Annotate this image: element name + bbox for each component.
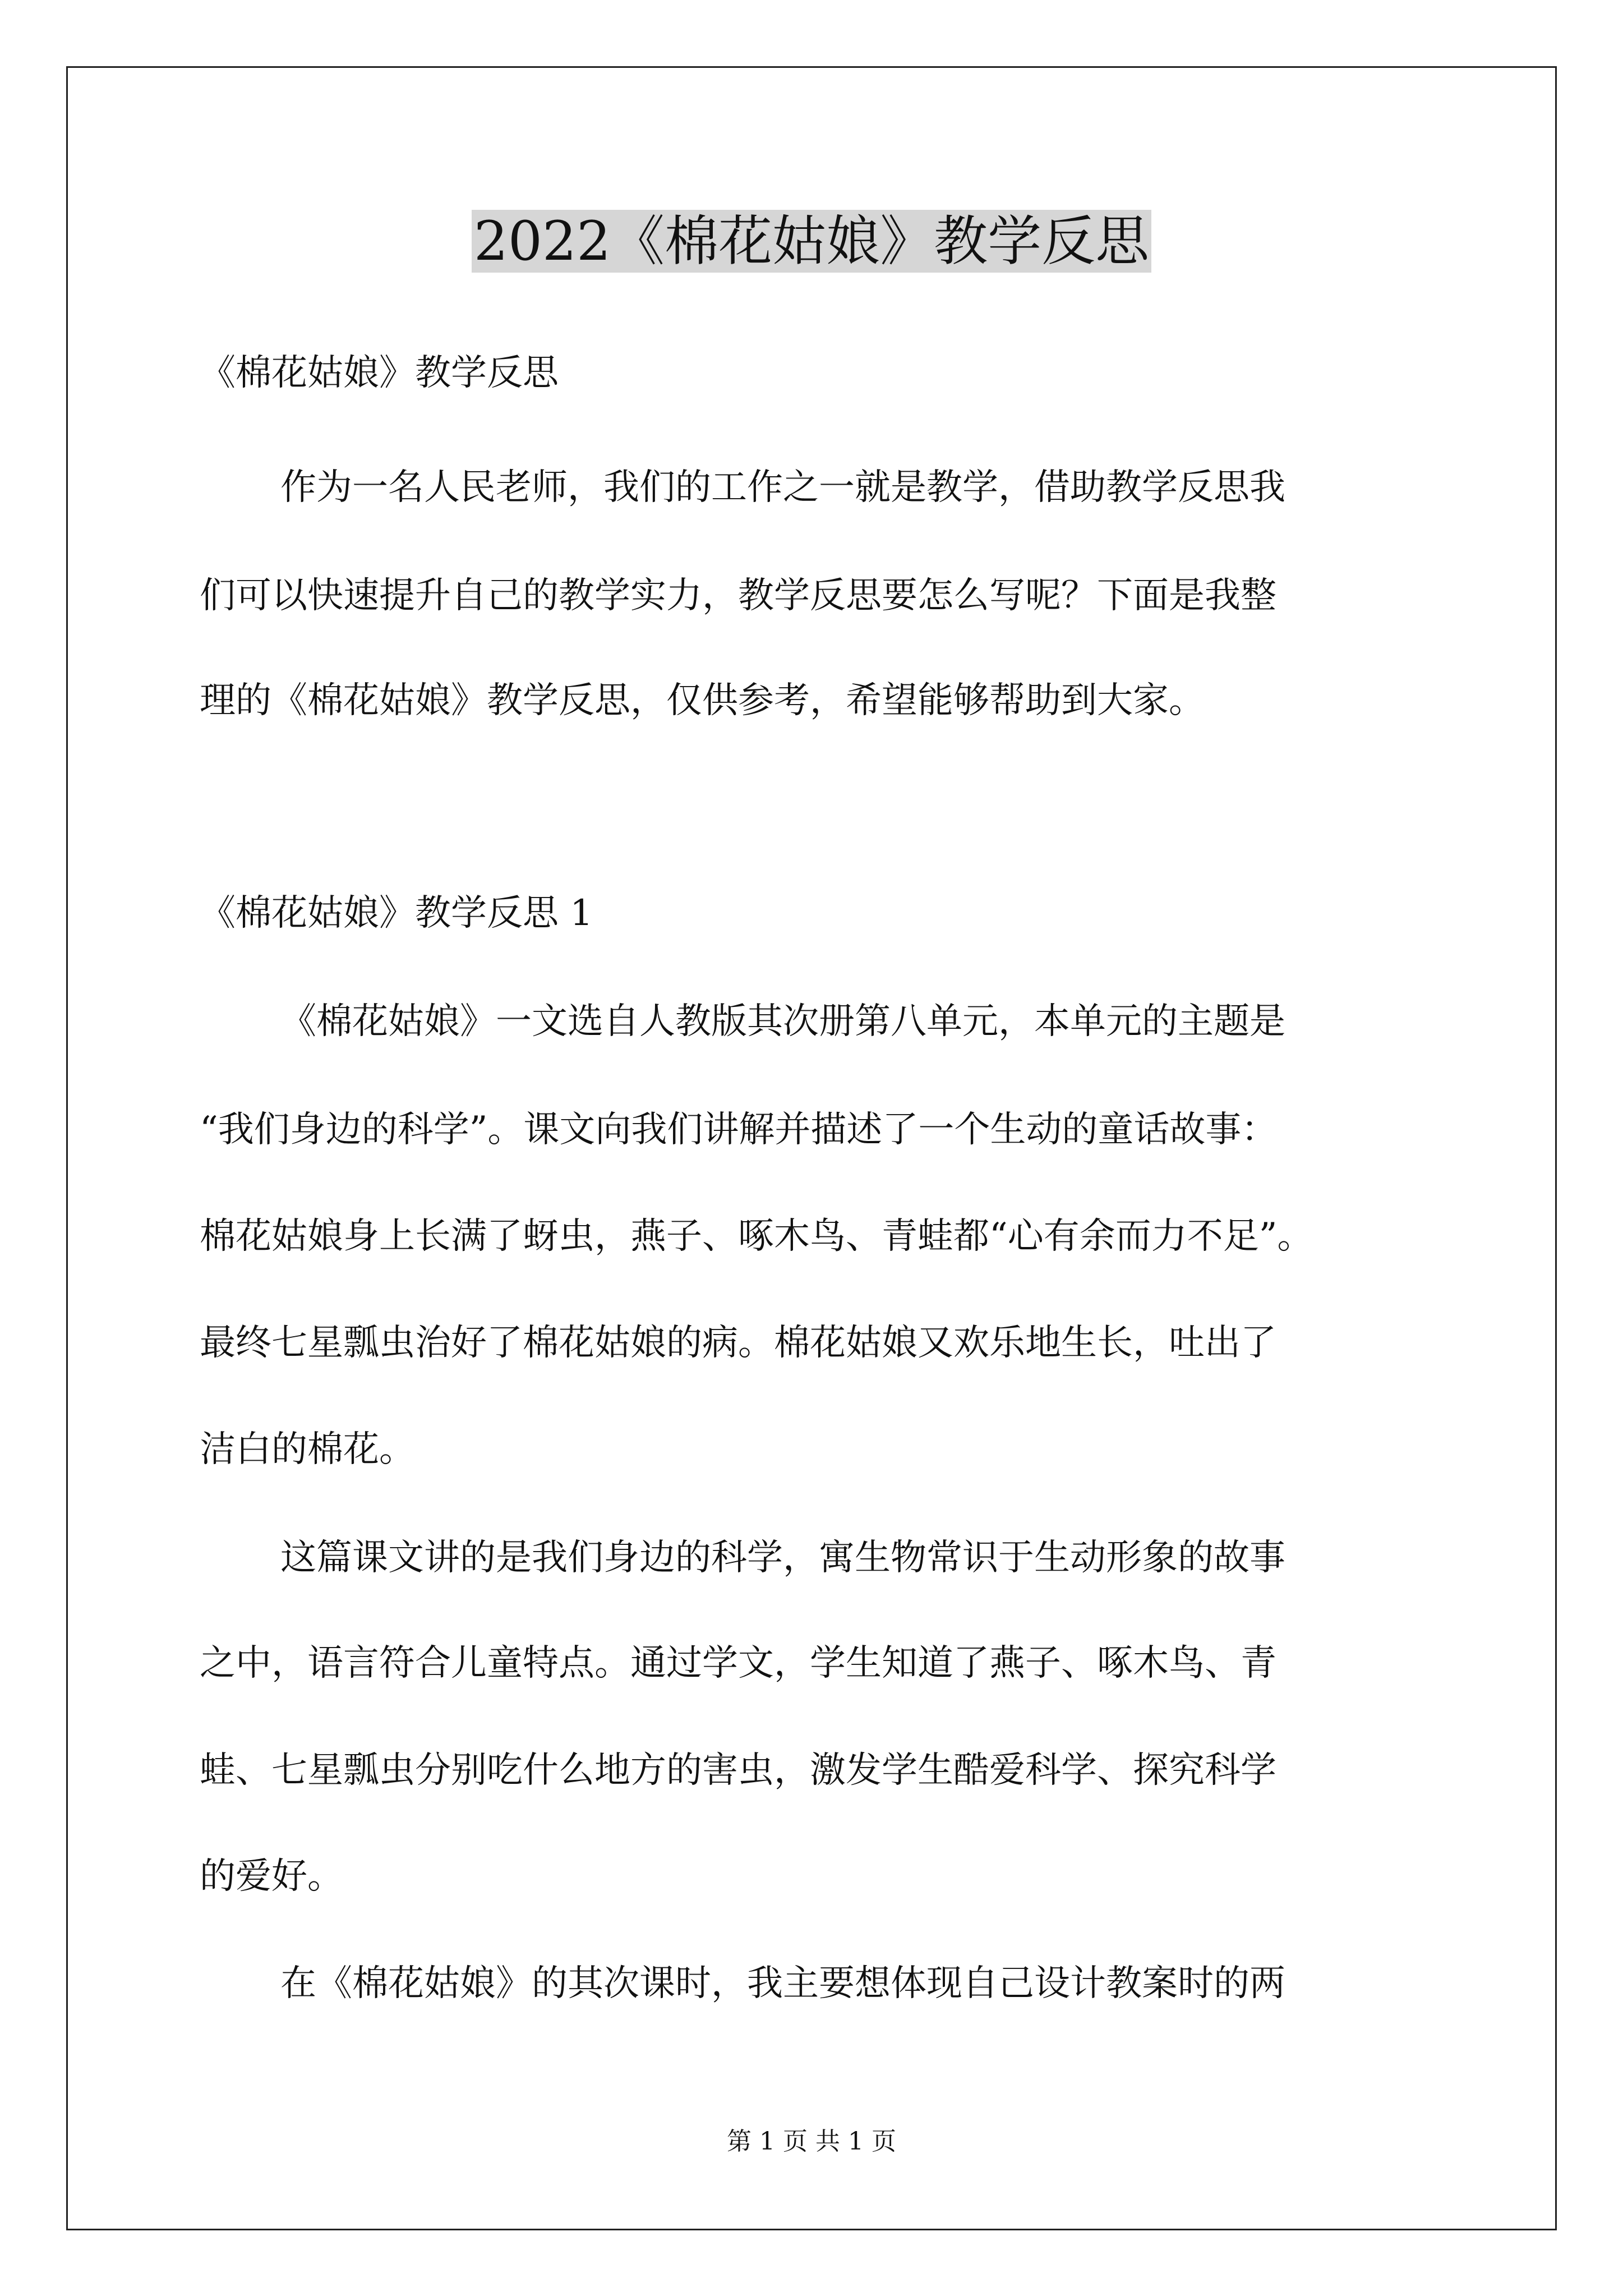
paragraph-2-line-3: 蛙、七星瓢虫分别吃什么地方的害虫，激发学生酷爱科学、探究科学 xyxy=(200,1750,1276,1791)
paragraph-1-line-3: 棉花姑娘身上长满了蚜虫，燕子、啄木鸟、青蛙都“心有余而力不足”。 xyxy=(200,1216,1313,1257)
section-1-heading: 《棉花姑娘》教学反思 1 xyxy=(200,892,593,934)
intro-line-3: 理的《棉花姑娘》教学反思，仅供参考，希望能够帮助到大家。 xyxy=(200,680,1205,721)
document-title-text: 2022《棉花姑娘》教学反思 xyxy=(472,210,1151,273)
paragraph-1-line-1: 《棉花姑娘》一文选自人教版其次册第八单元，本单元的主题是 xyxy=(280,1001,1285,1042)
document-subtitle: 《棉花姑娘》教学反思 xyxy=(200,352,559,394)
intro-line-1: 作为一名人民老师，我们的工作之一就是教学，借助教学反思我 xyxy=(280,467,1285,508)
paragraph-2-line-4: 的爱好。 xyxy=(200,1856,343,1897)
page-footer: 第 1 页 共 1 页 xyxy=(727,2127,896,2156)
document-title xyxy=(0,208,1623,275)
paragraph-3-line-1: 在《棉花姑娘》的其次课时，我主要想体现自己设计教案时的两 xyxy=(280,1963,1285,2004)
paragraph-1-line-5: 洁白的棉花。 xyxy=(200,1429,415,1470)
paragraph-1-line-2: “我们身边的科学”。课文向我们讲解并描述了一个生动的童话故事： xyxy=(200,1109,1278,1151)
intro-line-2: 们可以快速提升自己的教学实力，教学反思要怎么写呢？下面是我整 xyxy=(200,575,1276,616)
paragraph-2-line-2: 之中，语言符合儿童特点。通过学文，学生知道了燕子、啄木鸟、青 xyxy=(200,1642,1276,1684)
paragraph-1-line-4: 最终七星瓢虫治好了棉花姑娘的病。棉花姑娘又欢乐地生长，吐出了 xyxy=(200,1322,1276,1364)
paragraph-2-line-1: 这篇课文讲的是我们身边的科学，寓生物常识于生动形象的故事 xyxy=(280,1537,1285,1579)
